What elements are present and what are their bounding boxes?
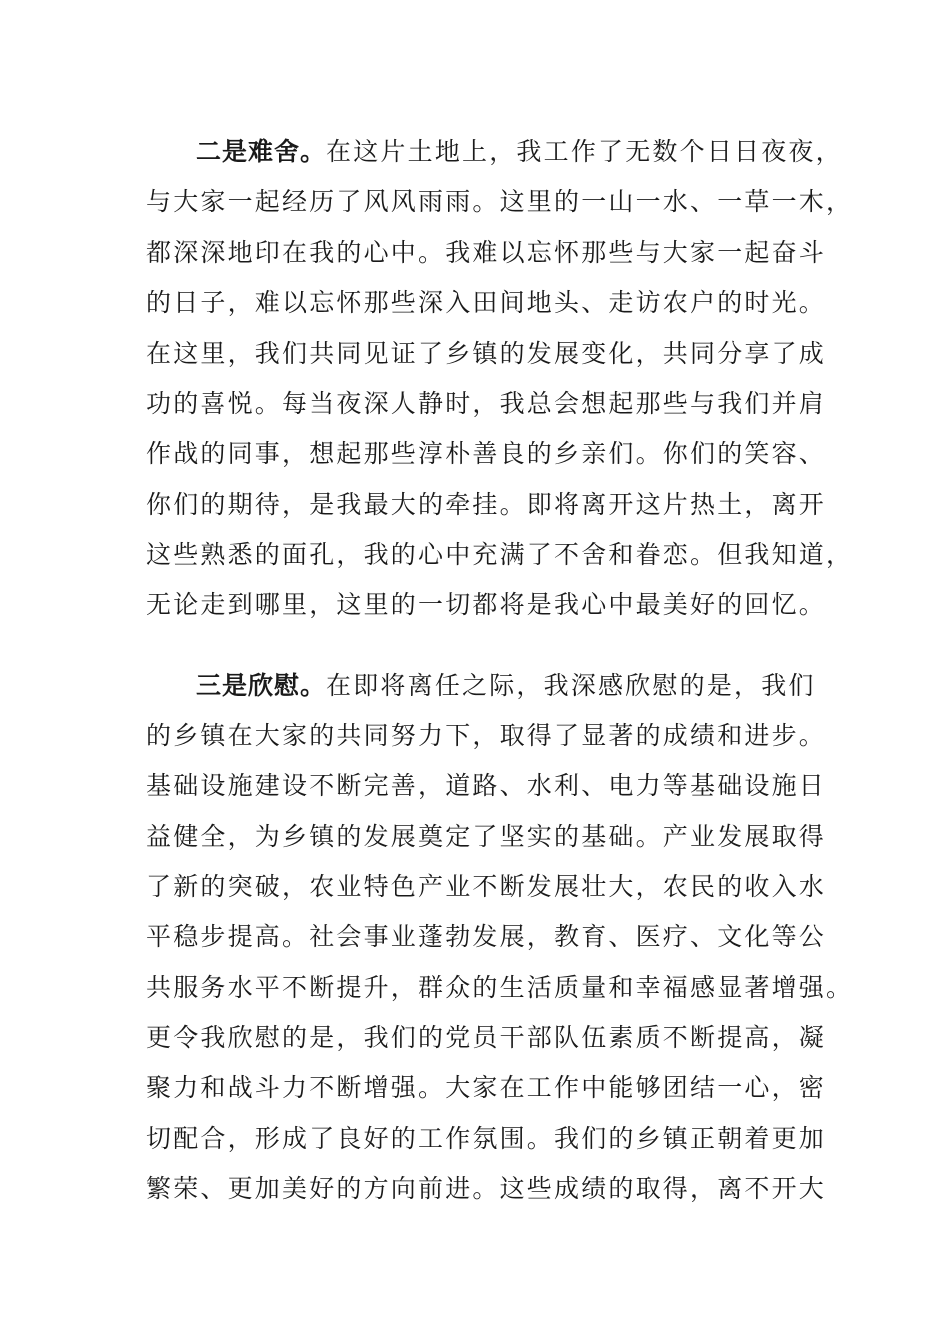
paragraph-lead: 二是难舍。 (196, 137, 327, 166)
text-line: 的日子，难以忘怀那些深入田间地头、走访农户的时光。 (146, 288, 827, 317)
text-line: 切配合，形成了良好的工作氛围。我们的乡镇正朝着更加 (146, 1124, 827, 1153)
text-line: 平稳步提高。社会事业蓬勃发展，教育、医疗、文化等公 (146, 922, 827, 951)
paragraph-first-line (196, 666, 816, 706)
text-line: 更令我欣慰的是，我们的党员干部队伍素质不断提高，凝 (146, 1023, 827, 1052)
paragraph-lead: 三是欣慰。 (196, 671, 327, 700)
paragraph-first-line (196, 132, 843, 172)
text-line: 都深深地印在我的心中。我难以忘怀那些与大家一起奋斗 (146, 238, 827, 267)
text-line: 了新的突破，农业特色产业不断发展壮大，农民的收入水 (146, 872, 827, 901)
text-line: 功的喜悦。每当夜深人静时，我总会想起那些与我们并肩 (146, 389, 827, 418)
first-line-text: 在这片土地上，我工作了无数个日日夜夜， (326, 137, 843, 166)
text-line: 基础设施建设不断完善，道路、水利、电力等基础设施日 (146, 771, 827, 800)
text-line: 无论走到哪里，这里的一切都将是我心中最美好的回忆。 (146, 590, 827, 619)
text-line: 在这里，我们共同见证了乡镇的发展变化，共同分享了成 (146, 339, 827, 368)
text-line: 与大家一起经历了风风雨雨。这里的一山一水、一草一木， (146, 187, 854, 216)
text-line: 这些熟悉的面孔，我的心中充满了不舍和眷恋。但我知道， (146, 540, 854, 569)
text-line: 作战的同事，想起那些淳朴善良的乡亲们。你们的笑容、 (146, 439, 827, 468)
text-line: 你们的期待，是我最大的牵挂。即将离开这片热土，离开 (146, 490, 827, 519)
text-line: 共服务水平不断提升，群众的生活质量和幸福感显著增强。 (146, 973, 854, 1002)
text-line: 的乡镇在大家的共同努力下，取得了显著的成绩和进步。 (146, 721, 827, 750)
first-line-text: 在即将离任之际，我深感欣慰的是，我们 (326, 671, 816, 700)
text-line: 益健全，为乡镇的发展奠定了坚实的基础。产业发展取得 (146, 822, 827, 851)
text-line: 聚力和战斗力不断增强。大家在工作中能够团结一心，密 (146, 1073, 827, 1102)
text-line: 繁荣、更加美好的方向前进。这些成绩的取得，离不开大 (146, 1174, 827, 1203)
